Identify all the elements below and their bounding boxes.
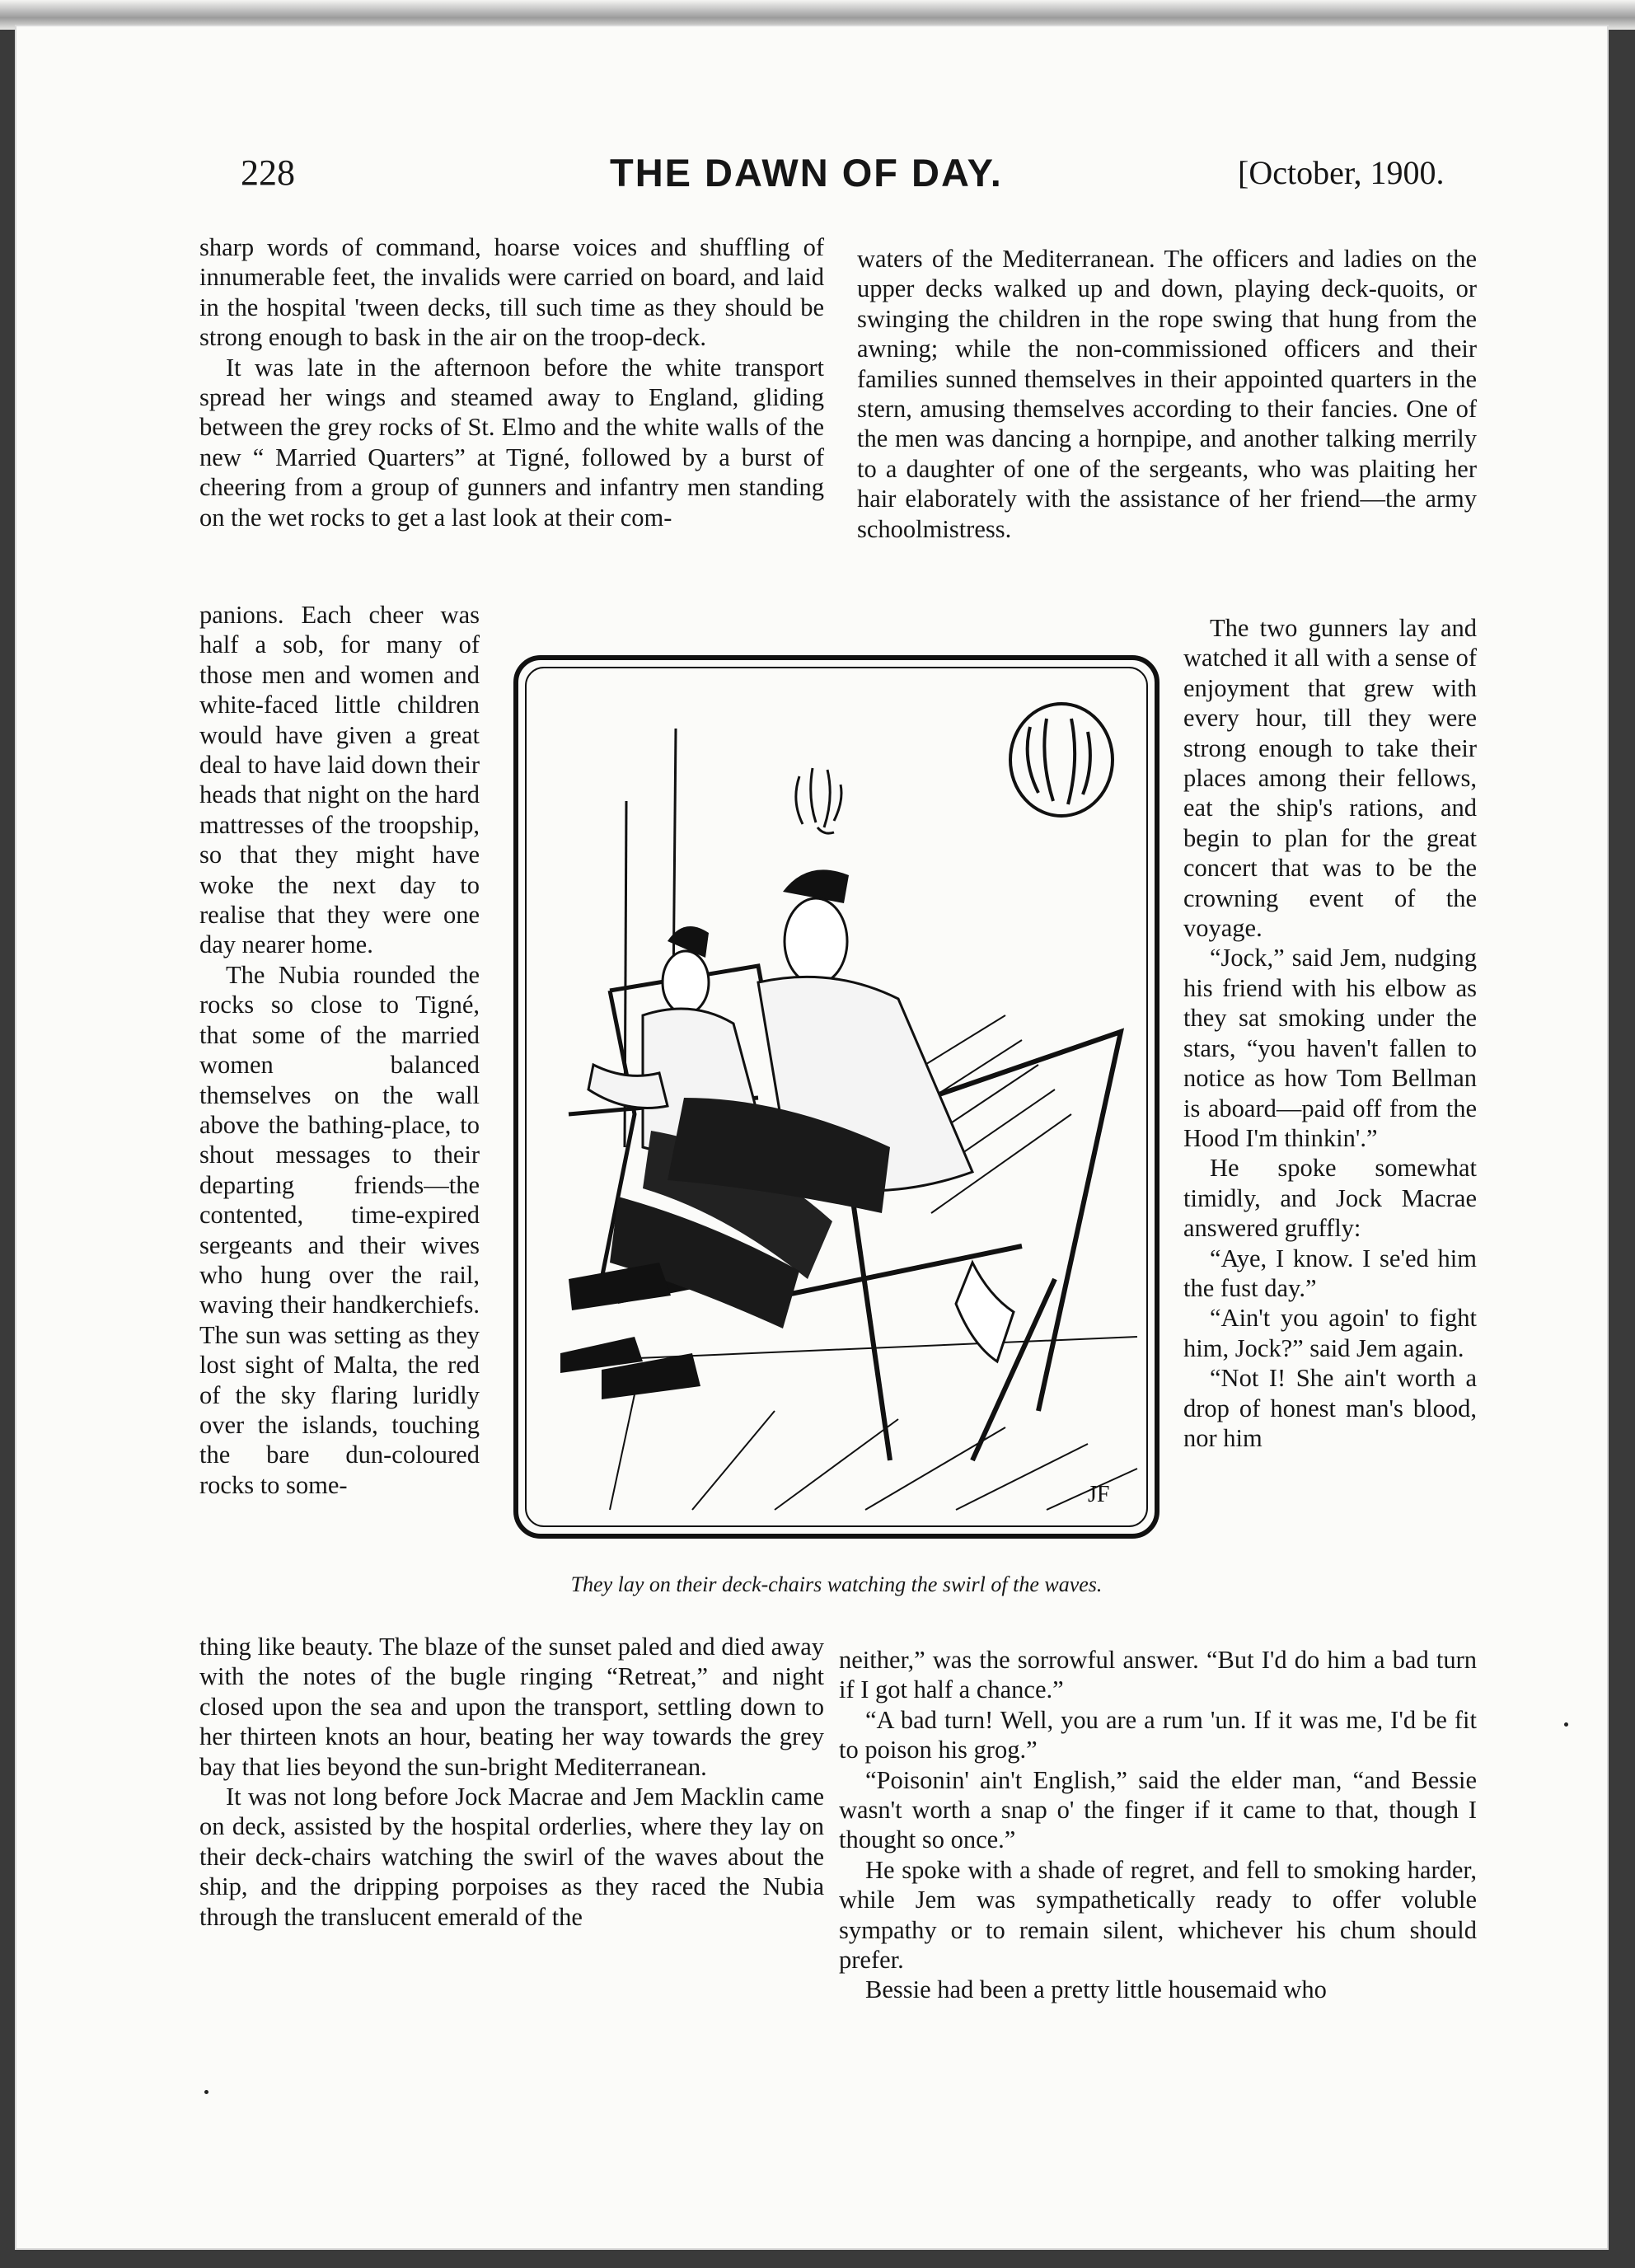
right-column-narrow xyxy=(1183,613,1477,1453)
paragraph: “Poisonin' ain't English,” said the elder man, “and Bessie wasn't worth a snap o' the finger if it came to that, though I thought so once.” xyxy=(839,1765,1477,1854)
page-header xyxy=(0,147,1635,204)
illustration-monogram: JF xyxy=(1088,1482,1110,1507)
soldier-right xyxy=(569,869,1014,1399)
paragraph: Bessie had been a pretty little housemaid who xyxy=(865,1975,1327,2004)
paragraph: “A bad turn! Well, you are a rum 'un. If it was me, I'd be fit to poison his grog.” xyxy=(839,1705,1477,1764)
paragraph: panions. Each cheer was half a sob, for many of those men and women and white-faced little children would have given a great deal to have laid down their heads that night on the hard mattresses of the troopship, so that they might have woke the next day to realise that they were one day nearer home. xyxy=(199,601,480,959)
illustration-two-soldiers-deck-chairs xyxy=(511,653,1162,1541)
illustration-caption: They lay on their deck-chairs watching the swirl of the waves. xyxy=(570,1572,1103,1596)
scan-speck xyxy=(1564,1722,1568,1727)
paragraph: sharp words of command, hoarse voices and shuffling of innumerable feet, the invalids were carried on board, and laid in the hospital 'tween decks, till such time as they should be strong enough to bask in the air on the troop-deck. xyxy=(199,233,824,352)
scan-speck xyxy=(204,2090,208,2094)
paragraph: “Jock,” said Jem, nudging his friend with his elbow as they sat smoking under the stars, “you haven't fallen to notice as how Tom Bellman is aboard—paid off from the Hood I'm thinkin'.” xyxy=(1183,944,1477,1152)
issue-date: [October, 1900. xyxy=(1238,154,1445,191)
paragraph: “Aye, I know. I se'ed him the fust day.” xyxy=(1183,1244,1477,1302)
paragraph: It was not long before Jock Macrae and Jem Macklin came on deck, assisted by the hospital orderlies, where they lay on their deck-chairs watching the swirl of the waves about the ship, and the dripping porpoises as they raced the Nubia through the translucent emerald of the xyxy=(199,1783,824,1931)
right-column-bottom xyxy=(839,1645,1477,2005)
porthole-icon xyxy=(1010,704,1113,816)
left-column-bottom xyxy=(199,1632,824,1932)
paragraph: He spoke somewhat timidly, and Jock Macrae answered gruffly: xyxy=(1183,1154,1477,1243)
right-column-top xyxy=(857,244,1477,544)
paragraph: The two gunners lay and watched it all with a sense of enjoyment that grew with every hour, till they were strong enough to take their places among their fellows, eat the ship's rations, and begin to plan for the great concert that was to be the crowning event of the voyage. xyxy=(1183,614,1477,943)
running-title: THE DAWN OF DAY. xyxy=(610,151,1003,194)
left-column-narrow xyxy=(199,600,480,1500)
paragraph: He spoke with a shade of regret, and fell to smoking harder, while Jem was sympathetically ready to offer voluble sympathy or to remain silent, whichever his chum should prefer. xyxy=(839,1855,1477,1975)
paragraph: waters of the Mediterranean. The officers and ladies on the upper decks walked up and down, playing deck-quoits, or swinging the children in the rope swing that hung from the awning; while the non-commissioned officers and their families sunned themselves in their appointed quarters in the stern, amusing themselves according to their fancies. One of the men was dancing a hornpipe, and another talking merrily to a daughter of one of the sergeants, who was plaiting her hair elaborately with the assistance of her friend—the army schoolmistress. xyxy=(857,245,1477,543)
paragraph: thing like beauty. The blaze of the sunset paled and died away with the notes of the bugle ringing “Retreat,” and night closed upon the sea and upon the transport, settling down to her thirteen knots an hour, beating her way towards the grey bay that lies beyond the sun-bright Mediterranean. xyxy=(199,1633,824,1781)
paragraph: neither,” was the sorrowful answer. “But I'd do him a bad turn if I got half a chance.” xyxy=(839,1646,1477,1704)
paragraph: The Nubia rounded the rocks so close to Tigné, that some of the married women balanced themselves on the wall above the bathing-place, to shout messages to their departing friends—the contented, time-expired sergeants and their wives who hung over the rail, waving their handkerchiefs. The sun was setting as they lost sight of Malta, the red of the sky flaring luridly over the islands, touching the bare dun-coloured rocks to some- xyxy=(199,960,480,1499)
paragraph: “Not I! She ain't worth a drop of honest man's blood, nor him xyxy=(1183,1364,1477,1452)
left-column-top xyxy=(199,232,824,532)
paragraph: It was late in the afternoon before the white transport spread her wings and steamed away to England, gliding between the grey rocks of St. Elmo and the white walls of the new “ Married Quarters” at Tigné, followed by a burst of cheering from a group of gunners and infantry men standing on the wet rocks to get a last look at their com- xyxy=(199,353,824,532)
paragraph: “Ain't you agoin' to fight him, Jock?” said Jem again. xyxy=(1183,1304,1477,1362)
page-number: 228 xyxy=(241,152,295,193)
